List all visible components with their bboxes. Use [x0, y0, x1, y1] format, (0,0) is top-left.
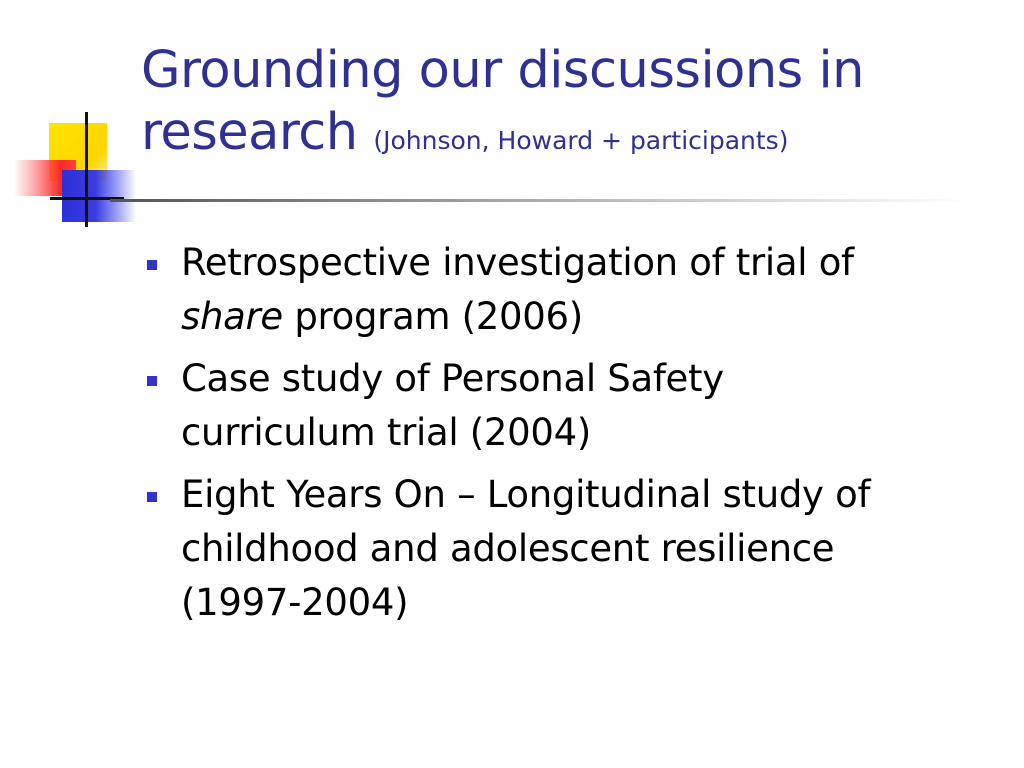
blue-square-bullet-icon [147, 492, 157, 502]
title-line-1: Grounding our discussions in [141, 41, 864, 100]
blue-square-bullet-icon [147, 376, 157, 386]
bullet-item [145, 468, 985, 630]
bullet-text-line [181, 290, 985, 344]
bullet-list [145, 236, 985, 638]
title-divider [110, 199, 970, 202]
bullet-text-line: (1997-2004) [181, 581, 409, 624]
title-subtitle: (Johnson, Howard + participants) [373, 126, 789, 155]
bullet-text-segment: program (2006) [282, 295, 583, 338]
bullet-text-line: Eight Years On – Longitudinal study of [181, 473, 871, 516]
bullet-text-line: childhood and adolescent resilience [181, 527, 835, 570]
bullet-text-line: curriculum trial (2004) [181, 411, 592, 454]
blue-square-bullet-icon [147, 260, 157, 270]
bullet-item [145, 236, 985, 344]
bullet-text-line: Retrospective investigation of trial of [181, 241, 854, 284]
bullet-italic-term: share [181, 295, 283, 338]
decorative-blue-square [62, 170, 136, 222]
bullet-text-line: Case study of Personal Safety [181, 357, 724, 400]
bullet-item [145, 352, 985, 460]
decorative-vertical-line [85, 112, 88, 227]
slide-title [141, 40, 1001, 172]
title-line-2: research [141, 103, 358, 162]
